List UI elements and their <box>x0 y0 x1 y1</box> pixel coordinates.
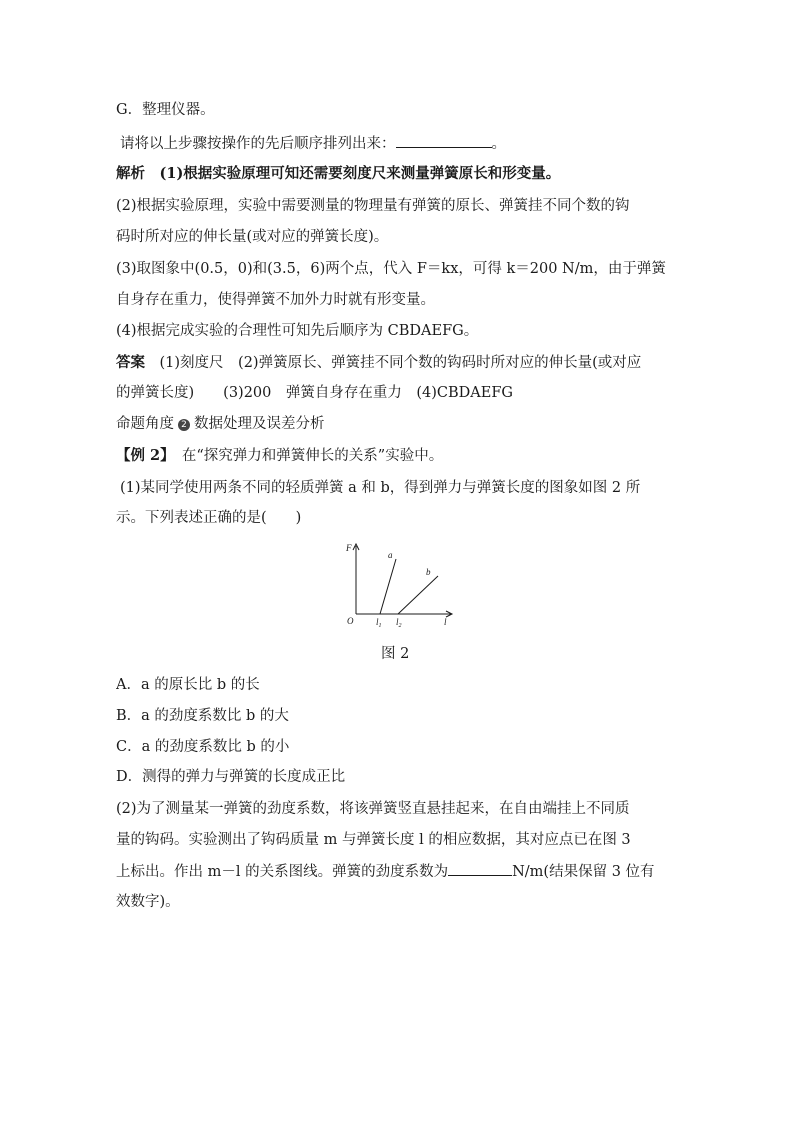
example-text: 在“探究弹力和弹簧伸长的关系”实验中。 <box>181 448 444 464</box>
answer-blank <box>396 133 492 148</box>
jiexi-text-1: (1)根据实验原理可知还需要刻度尺来测量弹簧原长和形变量。 <box>159 165 561 182</box>
jiexi-line-3a: (3)取图象中(0.5，0)和(3.5，6)两个点，代入 F＝kx，可得 k＝200 N/m，由于弹簧 <box>116 261 666 277</box>
option-a: A．a 的原长比 b 的长 <box>116 677 260 693</box>
example-heading <box>116 446 682 466</box>
jiexi-line-2b: 码时所对应的伸长量(或对应的弹簧长度)。 <box>116 229 389 245</box>
angle-label: 命题角度 <box>116 416 174 432</box>
order-question <box>120 133 686 154</box>
question-2-line-d: 效数字)。 <box>116 894 180 910</box>
daan-line-2: 的弹簧长度) (3)200 弹簧自身存在重力 (4)CBDAEFG <box>116 385 513 401</box>
line-b-label: b <box>426 567 431 577</box>
spring-a-line <box>380 559 396 614</box>
angle-heading <box>116 414 682 434</box>
x-axis-label: l <box>444 617 447 627</box>
q2c-prefix: 上标出。作出 m－l 的关系图线。弹簧的劲度系数为 <box>116 864 449 880</box>
figure-2-graph <box>340 538 464 630</box>
question-1-line-b: 示。下列表述正确的是( ) <box>116 510 302 526</box>
jiexi-label: 解析 <box>116 165 145 182</box>
spring-b-line <box>398 576 438 614</box>
option-c: C．a 的劲度系数比 b 的小 <box>116 739 290 755</box>
line-a-label: a <box>388 550 393 560</box>
order-end: 。 <box>491 136 506 152</box>
daan-label: 答案 <box>116 354 145 371</box>
figure-2-caption: 图 2 <box>381 646 410 662</box>
option-b: B．a 的劲度系数比 b 的大 <box>116 708 289 724</box>
angle-text: 数据处理及误差分析 <box>194 416 325 432</box>
jiexi-line-2a: (2)根据实验原理，实验中需要测量的物理量有弹簧的原长、弹簧挂不同个数的钩 <box>116 198 630 214</box>
question-1-line-a: (1)某同学使用两条不同的轻质弹簧 a 和 b，得到弹力与弹簧长度的图象如图 2 所 <box>120 480 641 496</box>
example-label: 【例 2】 <box>116 447 168 464</box>
daan-line-1 <box>116 353 682 373</box>
question-2-line-c <box>116 861 682 882</box>
step-g: G．整理仪器。 <box>116 102 215 118</box>
option-d: D．测得的弹力与弹簧的长度成正比 <box>116 769 346 785</box>
question-2-line-b: 量的钩码。实验测出了钩码质量 m 与弹簧长度 l 的相应数据，其对应点已在图 3 <box>116 832 631 848</box>
origin-label: O <box>347 616 354 626</box>
tick-l1-label: $l_1$ <box>376 617 382 629</box>
jiexi-line-1 <box>116 164 682 184</box>
jiexi-line-4: (4)根据完成实验的合理性可知先后顺序为 CBDAEFG。 <box>116 323 479 339</box>
tick-l2-label: $l_2$ <box>396 617 402 629</box>
q2c-suffix: N/m(结果保留 3 位有 <box>512 864 655 880</box>
jiexi-line-3b: 自身存在重力，使得弹簧不加外力时就有形变量。 <box>116 292 435 308</box>
order-prompt: 请将以上步骤按操作的先后顺序排列出来： <box>120 136 396 152</box>
angle-number-badge: 2 <box>178 419 190 431</box>
y-axis-label: F <box>346 543 352 553</box>
daan-text-1: (1)刻度尺 (2)弹簧原长、弹簧挂不同个数的钩码时所对应的伸长量(或对应 <box>159 355 642 371</box>
question-2-line-a: (2)为了测量某一弹簧的劲度系数，将该弹簧竖直悬挂起来，在自由端挂上不同质 <box>116 801 630 817</box>
stiffness-blank <box>448 861 512 876</box>
